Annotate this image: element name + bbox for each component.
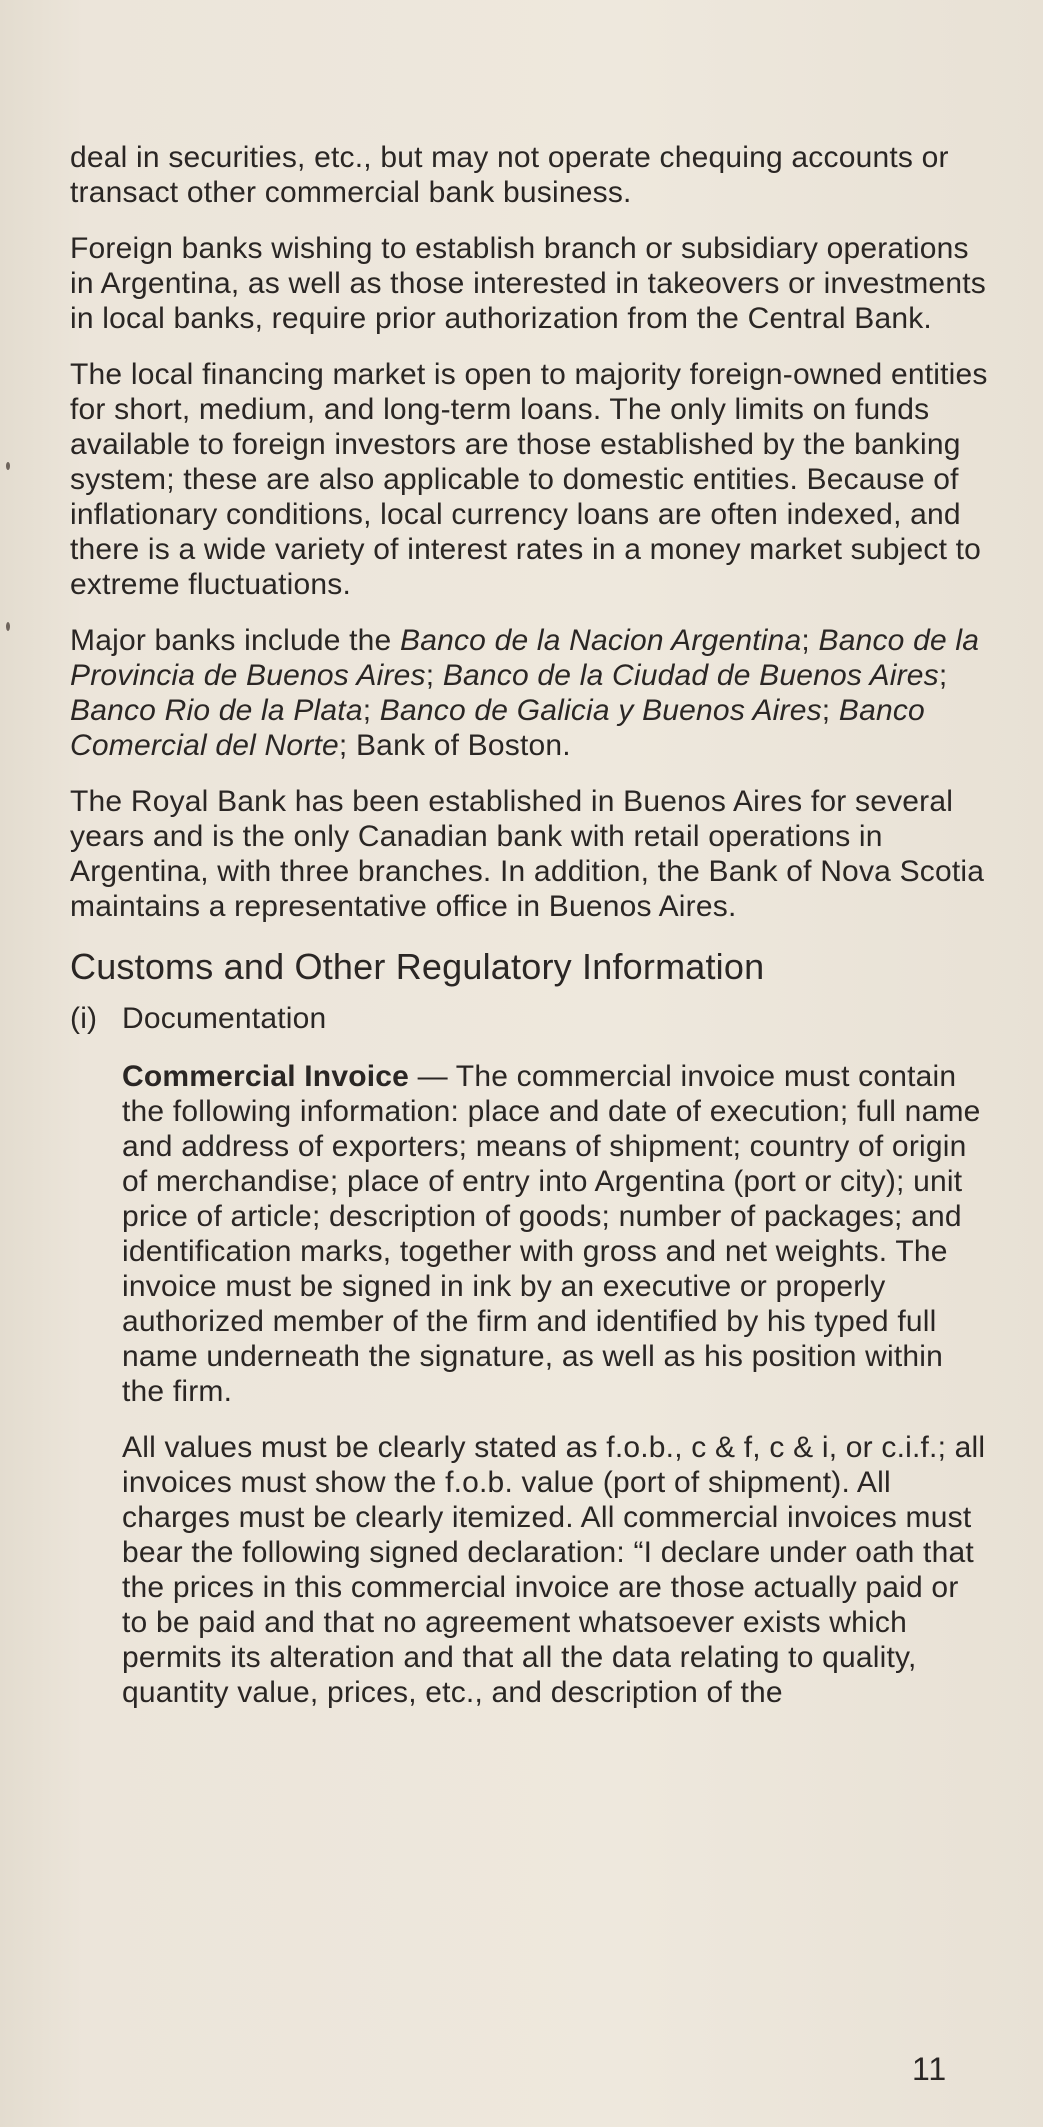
paragraph-royal-bank: The Royal Bank has been established in Buenos Aires for several years and is the only Canadian bank with retail operations in Argentina, with three branches. In addition, the Bank of Nova Scotia maintains a representative office in Buenos Aires. xyxy=(70,785,985,923)
paragraph-financing-market: The local financing market is open to majority foreign-owned entities for short, medium, and long-term loans. The only limits on funds available to foreign investors are those established by the banking system; these are also applicable to domestic entities. Because of inflationary conditions, local currency loans are often indexed, and there is a wide variety of interest rates in a money market subject to extreme fluctuations. xyxy=(70,358,988,601)
separator: ; xyxy=(801,624,819,657)
separator: ; xyxy=(425,659,443,692)
margin-mark xyxy=(6,622,10,631)
separator: ; xyxy=(821,694,839,727)
separator: ; xyxy=(938,659,948,692)
major-banks-intro: Major banks include the xyxy=(70,624,400,657)
commercial-invoice-text: — The commercial invoice must contain the following information: place and date of execution; full name and address of exporters; means of shipment; country of origin of merchandise; place of entry into Argentina (port or city); unit price of article; description of goods; number of packages; and identification marks, together with gross and net weights. The invoice must be signed in ink by an executive or properly authorized member of the firm and identified by his typed full name underneath the signature, as well as his position within the firm. xyxy=(122,1060,981,1408)
paragraph-major-banks xyxy=(70,623,1000,763)
document-body xyxy=(70,140,1000,1731)
page-number: 11 xyxy=(912,2051,948,2087)
margin-mark xyxy=(6,462,10,470)
separator: ; xyxy=(362,694,380,727)
subsection-heading xyxy=(70,1001,1000,1037)
bank-name: Banco Rio de la Plata xyxy=(70,694,363,727)
subsection-title: Documentation xyxy=(122,1002,327,1035)
paragraph-securities: deal in securities, etc., but may not operate chequing accounts or transact other commercial bank business. xyxy=(70,141,949,209)
paragraph-values: All values must be clearly stated as f.o.b., c & f, c & i, or c.i.f.; all invoices must show the f.o.b. value (port of shipment). All charges must be clearly itemized. All commercial invoices must bear the following signed declaration: “I declare under oath that the prices in this commercial invoice are those actually paid or to be paid and that no agreement whatsoever exists which permits its alteration and that all the data relating to quality, quantity value, prices, etc., and description of the xyxy=(122,1431,986,1709)
paragraph-foreign-banks: Foreign banks wishing to establish branch or subsidiary operations in Argentina, as well as those interested in takeovers or investments in local banks, require prior authorization from the Central Bank. xyxy=(70,232,986,335)
bank-name: Banco de Galicia y Buenos Aires xyxy=(379,694,822,727)
major-banks-end: ; Bank of Boston. xyxy=(338,729,571,762)
bank-name: Banco Comercial del Norte xyxy=(70,694,925,762)
commercial-invoice-label: Commercial Invoice xyxy=(122,1060,410,1093)
bank-name: Banco de la Provincia de Buenos Aires xyxy=(70,624,980,692)
section-heading: Customs and Other Regulatory Information xyxy=(70,946,765,987)
subsection-number: (i) xyxy=(70,1002,98,1035)
bank-name: Banco de la Nacion Argentina xyxy=(399,624,802,657)
bank-name: Banco de la Ciudad de Buenos Aires xyxy=(442,659,939,692)
paragraph-commercial-invoice xyxy=(122,1059,988,1409)
